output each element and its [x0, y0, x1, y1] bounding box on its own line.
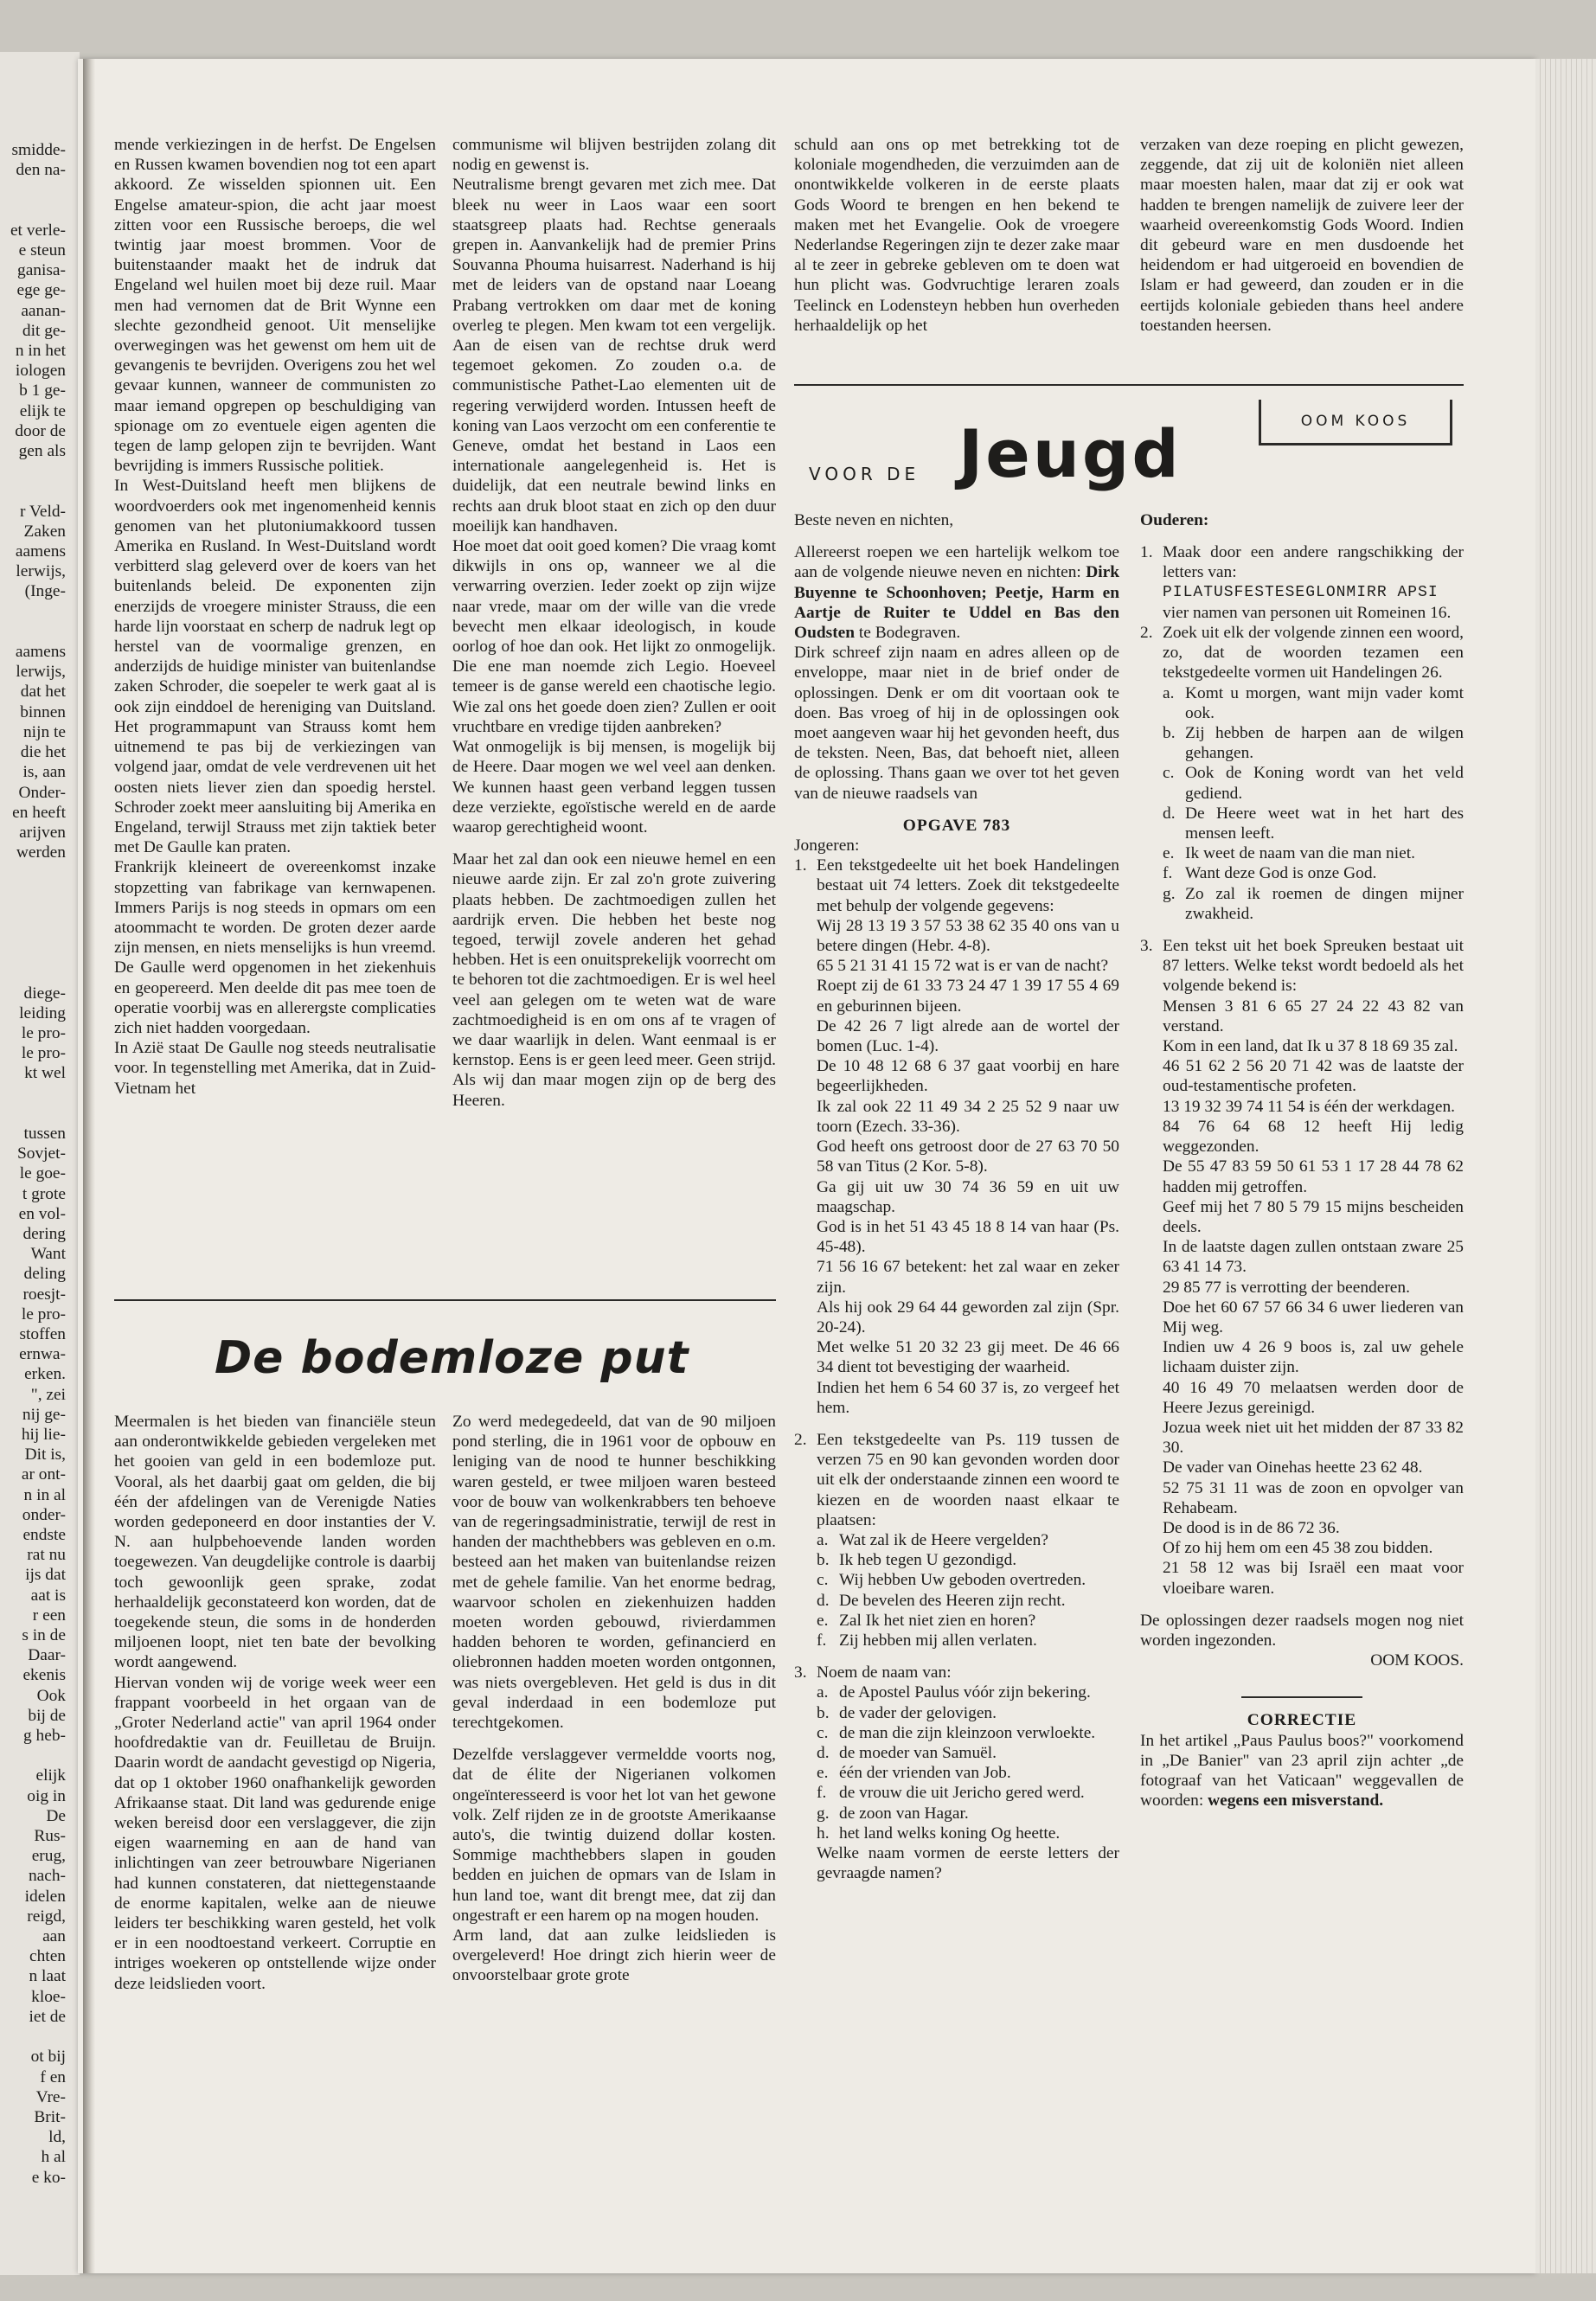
previous-page-fragment: dering [22, 1224, 66, 1243]
previous-page-fragment: ekenis [22, 1666, 66, 1685]
option-text: Ik heb tegen U gezondigd. [839, 1551, 1017, 1570]
previous-page-fragment: ganisa- [17, 261, 66, 280]
option-letter: d. [817, 1591, 830, 1610]
previous-page-fragment: s in de [22, 1626, 66, 1645]
puzzle-intro: Maak door een andere rangschikking der letters van: [1163, 543, 1464, 582]
previous-page-fragment: n laat [29, 1967, 66, 1986]
jongeren-label: Jongeren: [794, 836, 860, 856]
previous-page-fragment: g heb- [23, 1727, 66, 1746]
jeugd-prefix: VOOR DE [809, 464, 920, 484]
paragraph: Zo werd medegedeeld, dat van de 90 miljoen pond sterling, die in 1961 voor de opbouw en leniging van de nood te hunner beschikking waren gesteld, er twee miljoen waren besteed voor de bouw van wolkenkrabbers ten behoeve van de regeringsadministratie, terwijl de rest in handen der machthebbers was gebleven en o.m. besteed aan het maken van buitenlandse reizen met de gehele familie. Van het enorme bedrag, waarvoor scholen en ziekenhuizen hadden moeten worden gebouwd, rivierdammen hadden behoren te worden, gefinancierd en oliebronnen hadden moeten worden ontgonnen, was niets overgebleven. Het geld is dus in dit geval inderdaad in een bodemloze put terechtgekomen. [452, 1413, 776, 1733]
option-text: De bevelen des Heeren zijn recht. [839, 1591, 1066, 1610]
paragraph: Wat onmogelijk is bij mensen, is mogelijk bij de Heere. Daar mogen we wel veel aan denken. We kunnen haast geen verband leggen tussen deze verziekte, egoïstische wereld en de aarde waarop gerechtigheid woont. [452, 738, 776, 836]
previous-page-fragment: diege- [23, 984, 66, 1003]
paragraph: Frankrijk kleineert de overeenkomst inzake stopzetting van fabrikage van kernwapenen. Immers Parijs is nog steeds in opmars om een atoommacht te worden. De groten dezer aarde zijn mensen, en niets menselijks is hun vreemd. De Gaulle werd opgenomen in het ziekenhuis en geopereerd. Men deelde dit pas mee toen de operatie voorbij was en allerergste complicaties zich niet hadden voorgedaan. [114, 858, 436, 1037]
previous-page-fragment: nij ge- [22, 1405, 66, 1424]
previous-page-fragment: b 1 ge- [19, 381, 66, 401]
previous-page-fragment: e ko- [31, 2168, 66, 2187]
previous-page-fragment: erken. [24, 1365, 66, 1384]
option-item [1140, 723, 1464, 763]
previous-page-fragment: le pro- [21, 1044, 66, 1063]
puzzle-intro: Een tekstgedeelte uit het boek Handelingen bestaat uit 74 letters. Zoek dit tekstgedeelte met behulp der volgende gegevens: [817, 856, 1119, 915]
option-text: Want deze God is onze God. [1185, 864, 1377, 883]
previous-page-fragment [3, 903, 66, 923]
previous-page-fragment: den na- [16, 161, 66, 180]
clue-line: 84 76 64 68 12 heeft Hij ledig weggezonden. [1163, 1117, 1464, 1157]
article-title-bodemloze-put: De bodemloze put [215, 1332, 689, 1384]
clue-line: 13 19 32 39 74 11 54 is één der werkdagen. [1163, 1097, 1456, 1116]
clue-line: 65 5 21 31 41 15 72 wat is er van de nacht? [817, 957, 1109, 976]
paragraph: verzaken van deze roeping en plicht gewezen, zeggende, dat zij uit de koloniën niet alleen maar moesten halen, maar dat zij er ook wat hadden te brengen namelijk de zuivere leer der waarheid overeenkomstig Gods Woord. Indien dit gebeurd ware en men dusdoende het heidendom er had uitgeroeid en bovendien de Islam er had geweerd, dan zouden er in die eertijds koloniale gebieden thans heel andere toestanden heersen. [1140, 136, 1464, 335]
option-item [794, 1530, 1119, 1550]
previous-page-fragment: werden [16, 843, 66, 862]
option-item [794, 1723, 1119, 1743]
previous-page-fragment: aamens [15, 643, 66, 662]
previous-page-fragment: door de [15, 421, 66, 440]
previous-page-fragment: r Veld- [20, 502, 66, 521]
previous-page-fragment: bij de [28, 1706, 66, 1725]
opgave-heading: OPGAVE 783 [902, 816, 1011, 835]
previous-page-fragment [3, 923, 66, 943]
clue-line: 46 51 62 2 56 20 71 42 was de laatste der oud-testamentische profeten. [1163, 1057, 1464, 1096]
closing-note: De oplossingen dezer raadsels mogen nog niet worden ingezonden. [1140, 1611, 1464, 1650]
previous-page-fragment: ege ge- [16, 281, 66, 300]
previous-page-fragment [3, 1084, 66, 1104]
previous-page-fragment: Sovjet- [16, 1144, 66, 1163]
option-text: Wat zal ik de Heere vergelden? [839, 1530, 1048, 1549]
option-letter: f. [817, 1631, 827, 1650]
previous-page-fragment: ot bij [30, 2048, 66, 2067]
previous-page-fragment: Want [30, 1245, 66, 1264]
option-letter: h. [817, 1823, 830, 1843]
previous-page-fragment: nijn te [22, 722, 66, 741]
page-gutter [83, 59, 95, 2273]
option-letter: d. [1163, 804, 1176, 823]
previous-page-fragment: tussen [23, 1124, 66, 1143]
clue-line: De dood is in de 86 72 36. [1163, 1518, 1340, 1537]
previous-page-fragment: kt wel [24, 1064, 66, 1083]
clue-line: 29 85 77 is verrotting der beenderen. [1163, 1278, 1410, 1297]
clue-line: De vader van Oinehas heette 23 62 48. [1163, 1458, 1423, 1477]
previous-page-fragment: aan [42, 1927, 66, 1946]
previous-page-fragment: endste [22, 1526, 66, 1545]
puzzle-outro: vier namen van personen uit Romeinen 16. [1163, 603, 1452, 622]
previous-page-fragment: h al [41, 2148, 66, 2167]
previous-page-fragment: n in het [15, 342, 66, 361]
previous-page-fragment: gen als [18, 442, 66, 461]
page-edge-stack [1535, 59, 1596, 2273]
previous-page-fragment: f en [40, 2067, 66, 2086]
previous-page-fragment: en heeft [12, 803, 66, 822]
option-item [794, 1804, 1119, 1823]
option-item [794, 1550, 1119, 1570]
option-text: de moeder van Samuël. [839, 1743, 997, 1762]
previous-page-fragment: r een [32, 1606, 66, 1625]
option-item [794, 1631, 1119, 1650]
clue-line: 40 16 49 70 melaatsen werden door de Heere Jezus gereinigd. [1163, 1378, 1464, 1417]
previous-page-fragment: elijk te [19, 401, 66, 420]
puzzle-options [1140, 683, 1464, 924]
welcome-text: Allereerst roepen we een hartelijk welkom toe aan de volgende nieuwe neven en nichten: [794, 543, 1119, 582]
previous-page-fragment: dat het [20, 683, 66, 702]
option-letter: a. [817, 1683, 829, 1702]
option-text: Ook de Koning wordt van het veld gediend. [1185, 764, 1464, 803]
puzzle-item: 2. Een tekstgedeelte van Ps. 119 tussen de verzen 75 en 90 kan gevonden worden door uit elk der onderstaande zinnen een woord te kiezen en de woorden naast elkaar te plaatsen: [794, 1430, 1119, 1529]
column-4-article [1140, 135, 1464, 336]
previous-page-fragment: t grote [22, 1184, 66, 1203]
previous-page-fragment: Brit- [34, 2107, 66, 2126]
option-item [1140, 683, 1464, 723]
puzzle-item: 1. Een tekstgedeelte uit het boek Handelingen bestaat uit 74 letters. Zoek dit tekstgedeelte met behulp der volgende gegevens: Wij 28 13 19 3 57 53 38 62 35 40 ons van u betere dingen (Hebr. 4-8). 65 5 21 31 41 15 72 wat is er van de nacht? Roept zij de 61 33 73 24 47 1 39 17 55 4 69 en geburinnen bijeen. De 42 26 7 ligt alrede aan de wortel der bomen (Luc. 1-4). De 10 48 12 68 6 37 gaat voorbij en hare begeerlijkheden. Ik zal ook 22 11 49 34 2 25 52 9 naar uw toorn (Ezech. 33-36). God heeft ons getroost door de 27 63 70 50 58 van Titus (2 Kor. 5-8). Ga gij uit uw 30 74 36 59 en uit uw maagschap. God is in het 51 43 45 18 8 14 van haar (Ps. 45-48). 71 56 16 67 betekent: het zal waar en zeker zijn. Als hij ook 29 64 44 geworden zal zijn (Spr. 20-24). Met welke 51 20 32 23 gij meet. De 46 66 34 dient tot bevestiging der waarheid. Indien het hem 6 54 60 37 is, zo vergeef het hem. [794, 856, 1119, 1417]
clue-line: De 42 26 7 ligt alrede aan de wortel der bomen (Luc. 1-4). [817, 1016, 1119, 1056]
previous-page-fragment: aamens [15, 542, 66, 561]
option-text: Zo zal ik roemen de dingen mijner zwakheid. [1185, 884, 1464, 923]
previous-page-fragment: arijven [19, 823, 66, 842]
previous-page-fragment: oig in [27, 1786, 66, 1805]
previous-page-fragment [3, 481, 66, 501]
clue-line: Geef mij het 7 80 5 79 15 mijns bescheiden deels. [1163, 1197, 1464, 1236]
previous-page-fragment: leiding [19, 1003, 66, 1022]
section-divider [794, 384, 1464, 386]
previous-page-fragment: nach- [28, 1867, 66, 1886]
option-text: de vader der gelovigen. [839, 1703, 997, 1722]
option-item [1140, 863, 1464, 883]
previous-page-fragment [3, 180, 66, 200]
paragraph: schuld aan ons op met betrekking tot de koloniale mogendheden, die verzuimden aan de onontwikkelde volkeren in de eerste plaats Gods Woord te brengen en hen bekend te maken met het Evangelie. Ook de vroegere Nederlandse Regeringen zijn te dezer zake maar al te zeer in gebreke gebleven om te doen wat hun plicht was. Godvruchtige leraren zoals Teelinck en Lodensteyn hebben hun overheden herhaaldelijk op het [794, 136, 1119, 335]
paragraph: Arm land, dat aan zulke leidslieden is overgeleverd! Hoe dringt zich hierin weer de onvoorstelbaar grote grote [452, 1926, 776, 1985]
previous-page-fragment: onder- [22, 1505, 66, 1524]
previous-page-fragment: stoffen [19, 1324, 66, 1343]
option-item [794, 1783, 1119, 1803]
clue-line: 21 58 12 was bij Israël een maat voor vloeibare waren. [1163, 1559, 1464, 1598]
option-text: de vrouw die uit Jericho gered werd. [839, 1784, 1085, 1803]
paragraph: In West-Duitsland heeft men blijkens de woordvoerders ook met ingenomenheid kennis genomen van het plutoniumakkoord tussen Amerika en Rusland. In West-Duitsland wordt verbitterd slag geleverd over de koers van het buitenlands beleid. De exponenten zijn enerzijds de vroegere minister Strauss, die een harde lijn voorstaat en scherp de nadruk legt op herstel van de voormalige grenzen, en anderzijds de huidige minister van buitenlandse zaken Schroder, die soepeler te werk gaat al is ook zijn einddoel de hereniging van Duitsland. Het programmapunt van Strauss komt hem uitnemend te pas bij de verkiezingen van volgend jaar, omdat de vele verdrevenen uit het oosten niets liever zien dan spoedig herstel. Schroder zoekt meer aansluiting bij Amerika en Engeland, terwijl Strauss met zijn taktiek beter met De Gaulle kan praten. [114, 477, 436, 857]
previous-page-fragment: en vol- [18, 1204, 66, 1223]
previous-page-fragment: iologen [15, 362, 66, 381]
puzzle-intro: Een tekstgedeelte van Ps. 119 tussen de verzen 75 en 90 kan gevonden worden door uit elk der onderstaande zinnen een woord te kiezen en de woorden naast elkaar te plaatsen: [817, 1430, 1119, 1529]
column-1-article [114, 135, 436, 1099]
jeugd-column-1 [794, 510, 1119, 1883]
clue-line: God heeft ons getroost door de 27 63 70 50 58 van Titus (2 Kor. 5-8). [817, 1138, 1119, 1176]
option-text: Komt u morgen, want mijn vader komt ook. [1185, 683, 1464, 722]
option-letter: b. [817, 1551, 830, 1570]
previous-page-fragment: Onder- [18, 783, 66, 802]
option-letter: a. [817, 1530, 829, 1549]
column-3-article [794, 135, 1119, 336]
previous-page-fragment: smidde- [11, 141, 66, 159]
option-letter: b. [817, 1703, 830, 1722]
clue-line: Doe het 60 67 57 66 34 6 uwer liederen van Mij weg. [1163, 1298, 1464, 1336]
author-tag [1259, 400, 1452, 445]
option-letter: f. [817, 1784, 827, 1803]
clue-line: In de laatste dagen zullen ontstaan zware 25 63 41 14 73. [1163, 1238, 1464, 1277]
option-item [794, 1763, 1119, 1783]
author-tag-text: OOM KOOS [1300, 413, 1411, 430]
option-text: Ik weet de naam van die man niet. [1185, 844, 1415, 863]
previous-page-fragment: roesjt- [22, 1285, 66, 1304]
clue-line: Ga gij uit uw 30 74 36 59 en uit uw maagschap. [817, 1177, 1119, 1216]
letters: PILATUSFESTESEGLONMIRR APSI [1163, 583, 1439, 601]
clue-line: Als hij ook 29 64 44 geworden zal zijn (Spr. 20-24). [817, 1298, 1119, 1336]
option-letter: a. [1163, 683, 1175, 702]
column-2-article [452, 135, 776, 1111]
option-item [794, 1570, 1119, 1590]
previous-page-fragment: ar ont- [21, 1465, 66, 1484]
option-item [1140, 763, 1464, 803]
jeugd-title: Jeugd [958, 415, 1182, 492]
puzzle-item: 2. Zoek uit elk der volgende zinnen een woord, zo, dat de woorden tezamen een tekstgedeelte vormen uit Handelingen 26. [1140, 624, 1464, 683]
clue-line: Ik zal ook 22 11 49 34 2 25 52 9 naar uw toorn (Ezech. 33-36). [817, 1097, 1119, 1136]
paragraph: Neutralisme brengt gevaren met zich mee. Dat bleek nu weer in Laos waar een soort staatsgreep plaats had. Rechtse generaals grepen in. Aanvankelijk had de premier Prins Souvanna Phouma huisarrest. Naderhand is hij met de leiders van de opstand naar Loeang Prabang vertrokken om daar met de koning overleg te plegen. Men kwam tot een vergelijk. Aan de eisen van de rechtse druk werd tegemoet gekomen. Zo zouden o.a. de communistische Pathet-Lao elementen uit de regering verwijderd worden. Intussen heeft de koning van Laos verzocht om een conferentie te Geneve, omdat het bestand in Laos een internationale aangelegenheid is. Het is duidelijk, dat een neutrale bewind links en rechts aan druk bloot staat en zich op den duur moeilijk kan handhaven. [452, 176, 776, 535]
previous-page-fragment: chten [29, 1947, 66, 1966]
puzzle-clues [1163, 997, 1464, 1599]
puzzle-item: 3. Noem de naam van: [794, 1663, 1119, 1682]
previous-page-fragment [3, 963, 66, 983]
clue-line: Mensen 3 81 6 65 27 24 22 43 82 van verstand. [1163, 997, 1464, 1035]
option-letter: e. [817, 1611, 829, 1630]
previous-page-fragment [3, 602, 66, 622]
previous-page-fragment: hij lie- [21, 1426, 66, 1444]
previous-page-fragment: lerwijs, [16, 663, 66, 682]
option-text: De Heere weet wat in het hart des mensen leeft. [1185, 804, 1464, 843]
clue-line: Jozua week niet uit het midden der 87 33 82 30. [1163, 1418, 1464, 1458]
option-letter: e. [1163, 844, 1175, 863]
previous-page-text [3, 140, 78, 2188]
option-item [1140, 884, 1464, 924]
previous-page-fragment: et verle- [10, 221, 66, 240]
puzzle-outro: Welke naam vormen de eerste letters der gevraagde namen? [817, 1844, 1119, 1883]
previous-page-fragment [3, 622, 66, 642]
previous-page-fragment: erug, [31, 1847, 66, 1866]
paragraph: Dezelfde verslaggever vermeldde voorts nog, dat de élite der Nigerianen volkomen ongeïnteresseerd is voor het lot van het gewone volk. Zelf rijden ze in de grootste Amerikaanse auto's, die twintig duizend dollar kosten. Sommige machthebbers slapen in gouden bedden en juichen de opmars van de Islam in hun land toe, want dit brengt mee, dat zij dan ongestraft er een harem op na mogen houden. [452, 1746, 776, 1925]
clue-line: Indien het hem 6 54 60 37 is, zo vergeef het hem. [817, 1378, 1119, 1417]
clue-line: 71 56 16 67 betekent: het zal waar en zeker zijn. [817, 1258, 1119, 1297]
clue-line: God is in het 51 43 45 18 8 14 van haar (Ps. 45-48). [817, 1217, 1119, 1257]
option-item [794, 1743, 1119, 1763]
bodemloze-put-column-1 [114, 1412, 436, 1994]
correctie-text: In het artikel „Paus Paulus boos?" voorkomend in „De Banier" van 23 april zijn achter „de fotograaf van het Vaticaan" weggevallen de woorden: wegens een misverstand. [1140, 1731, 1464, 1811]
option-text: Zal Ik het niet zien en horen? [839, 1611, 1036, 1630]
option-letter: d. [817, 1743, 830, 1762]
previous-page-fragment: idelen [24, 1887, 66, 1906]
previous-page-fragment: Ook [36, 1686, 66, 1705]
option-text: één der vrienden van Job. [839, 1764, 1011, 1783]
previous-page-fragment [3, 862, 66, 882]
previous-page-fragment: reigd, [27, 1907, 66, 1926]
previous-page-fragment: die het [20, 743, 66, 762]
new-names: Dirk Buyenne te Schoonhoven; Peetje, Harm en Aartje de Ruiter te Uddel en Bas den Oudsten [794, 563, 1119, 643]
previous-page-fragment: Rus- [34, 1827, 66, 1846]
clue-line: De 10 48 12 68 6 37 gaat voorbij en hare begeerlijkheden. [817, 1057, 1119, 1096]
previous-page-fragment: lerwijs, [16, 562, 66, 581]
previous-page-fragment: deling [23, 1265, 66, 1284]
previous-page-fragment: Vre- [35, 2087, 66, 2106]
paragraph: In Azië staat De Gaulle nog steeds neutralisatie voor. In tegenstelling met Amerika, dat in Zuid-Vietnam het [114, 1039, 436, 1098]
previous-page-fragment: ", zei [30, 1385, 66, 1404]
paragraph: Hiervan vonden wij de vorige week weer een frappant voorbeeld in het orgaan van de „Groter Nederland actie" van april 1964 onder hoofdredaktie van dr. Feuilletau de Bruijn. Daarin wordt de aandacht gevestigd op Nigeria, dat op 1 oktober 1960 onafhankelijk geworden Afrikaanse staat. Dit land was gedurende enige weken bereisd door een verslaggever, die zijn eigen waarneming en aan de hand van inlichtingen van zeer betrouwbare Nigerianen had kunnen constateren, dat niettegenstaande de enorme kapitalen, welke aan de nieuwe leiders ter beschikking waren gesteld, het volk er in een noodtoestand verkeert. Corruptie en intriges woekeren op ontstellende wijze onder deze leidslieden voort. [114, 1673, 436, 1993]
previous-page-fragment: De [46, 1806, 66, 1825]
puzzle-intro: Noem de naam van: [817, 1663, 952, 1682]
divider [1241, 1696, 1362, 1698]
previous-page-fragment [3, 1746, 66, 1766]
puzzle-options [794, 1530, 1119, 1650]
option-letter: f. [1163, 864, 1173, 883]
previous-page-fragment [3, 883, 66, 903]
option-letter: e. [817, 1764, 829, 1783]
previous-page-fragment: binnen [20, 702, 66, 721]
previous-page-fragment: rat nu [27, 1546, 66, 1565]
previous-page-fragment: Daar- [28, 1646, 66, 1665]
option-item [1140, 843, 1464, 863]
previous-page-fragment: aanan- [21, 301, 66, 320]
previous-page-fragment: dit ge- [22, 321, 66, 340]
previous-page-fragment: kloe- [31, 1987, 66, 2006]
previous-page-fragment: iet de [29, 2007, 66, 2026]
clue-line: Roept zij de 61 33 73 24 47 1 39 17 55 4 69 en geburinnen bijeen. [817, 977, 1119, 1016]
option-text: Zij hebben de harpen aan de wilgen gehangen. [1185, 724, 1464, 763]
paragraph: mende verkiezingen in de herfst. De Engelsen en Russen kwamen bovendien nog tot een apart akkoord. Ze wisselden spionnen uit. Een Engelse amateur-spion, die acht jaar moest zitten voor een Russische beroeps, die wel twintig jaar moest brommen. Voor de buitenstaander maakt het de indruk dat Engeland wel huilen moet bij deze ruil. Maar men had vernomen dat de Brit Wynne een slechte gezondheid genoot. Uit menselijke overwegingen was het gewenst om hem uit de gevangenis te bevrijden. Overigens zou het wel gevaar kunnen, wanneer de communisten zo maar iemand opgrepen op beschuldiging van spionage om zo eventuele eigen agenten die tegen de lamp gelopen zijn te bevrijden. Want bevrijding is immers Russische politiek. [114, 136, 436, 476]
clue-line: Indien uw 4 26 9 boos is, zal uw gehele lichaam duister zijn. [1163, 1338, 1464, 1377]
option-letter: c. [817, 1723, 829, 1742]
clue-line: Of zo hij hem om een 45 38 zou bidden. [1163, 1539, 1433, 1558]
puzzle-intro: Een tekst uit het boek Spreuken bestaat uit 87 letters. Welke tekst wordt bedoeld als het volgende bekend is: [1163, 937, 1464, 996]
option-item [794, 1703, 1119, 1723]
previous-page-fragment: le goe- [19, 1164, 66, 1183]
previous-page-fragment: elijk [35, 1766, 66, 1785]
option-letter: c. [1163, 764, 1175, 783]
option-letter: g. [817, 1804, 830, 1823]
paragraph [794, 542, 1119, 643]
previous-page-fragment [3, 2027, 66, 2047]
previous-page-fragment [3, 943, 66, 963]
option-text: het land welks koning Og heette. [839, 1823, 1061, 1843]
section-divider [114, 1299, 776, 1301]
clue-line: Wij 28 13 19 3 57 53 38 62 35 40 ons van u betere dingen (Hebr. 4-8). [817, 916, 1119, 956]
previous-page-fragment [3, 1104, 66, 1124]
paragraph: Meermalen is het bieden van financiële steun aan onderontwikkelde gebieden vergeleken met het gooien van geld in een bodemloze put. Vooral, als het daarbij gaat om gelden, die bij één der afdelingen van de Verenigde Naties worden gedeponeerd en door instanties der V. N. aan hulpbehoevende landen worden toegewezen. Van deugdelijke controle is daarbij toch gewoonlijk geen sprake, zodat herhaaldelijk geconstateerd kon worden, dat de toegekende steun, die soms in de honderden miljoenen loopt, niet ten bate der bevolking wordt aangewend. [114, 1413, 436, 1672]
previous-page-fragment: ld, [48, 2128, 66, 2147]
previous-page-fragment: e steun [18, 241, 66, 260]
puzzle-intro: Zoek uit elk der volgende zinnen een woord, zo, dat de woorden tezamen een tekstgedeelte vormen uit Handelingen 26. [1163, 624, 1464, 683]
signature: OOM KOOS. [1370, 1651, 1464, 1670]
clue-line: Met welke 51 20 32 23 gij meet. De 46 66 34 dient tot bevestiging der waarheid. [817, 1338, 1119, 1377]
puzzle-options [794, 1682, 1119, 1843]
puzzle-item: 1. Maak door een andere rangschikking der letters van: PILATUSFESTESEGLONMIRR APSI vier namen van personen uit Romeinen 16. [1140, 543, 1464, 622]
previous-page-fragment: le pro- [21, 1023, 66, 1042]
clue-line: Kom in een land, dat Ik u 37 8 18 69 35 zal. [1163, 1037, 1458, 1056]
previous-page-fragment [3, 201, 66, 221]
option-text: Zij hebben mij allen verlaten. [839, 1631, 1037, 1650]
option-text: de zoon van Hagar. [839, 1804, 969, 1823]
option-item [794, 1682, 1119, 1702]
option-item [794, 1591, 1119, 1611]
option-item [794, 1823, 1119, 1843]
paragraph: Maar het zal dan ook een nieuwe hemel en een nieuwe aarde zijn. Er zal zo'n grote zuivering plaats hebben. De zachtmoedigen zullen het aardrijk erven. Die hebben het beste nog tegoed, terwijl zovele anderen het gehad hebben. Het is een onuitsprekelijk voorrecht om te behoren tot die zachtmoedigen. Er is wel heel veel aan gelegen om te weten wat de ware zachtmoedigheid is en om ons af te vragen of we daar waarlijk in delen. Want eenmaal is er kernstop. Eens is er geen leed meer. Geen strijd. Als wij dan maar mogen zijn op de berg des Heeren. [452, 850, 776, 1110]
option-item [1140, 804, 1464, 843]
clue-line: 52 75 31 11 was de zoon en opvolger van Rehabeam. [1163, 1478, 1464, 1517]
previous-page-fragment: n in al [23, 1485, 66, 1504]
previous-page-fragment: aat is [30, 1586, 66, 1605]
previous-page-fragment: (Inge- [24, 582, 66, 601]
puzzle-clues [817, 916, 1119, 1418]
option-item [794, 1611, 1119, 1631]
paragraph: Dirk schreef zijn naam en adres alleen op de enveloppe, maar niet in de brief onder de oplossingen. Denk er om dit voortaan ook te doen. Bas vroeg of hij in de oplossingen ook moet aangeven waar hij het gevonden heeft, dus de teksten. Neen, Bas, dat behoeft niet, alleen de oplossing. Thans gaan we over tot het geven van de nieuwe raadsels van [794, 644, 1119, 803]
paragraph: communisme wil blijven bestrijden zolang dit nodig en gewenst is. [452, 136, 776, 175]
previous-page-fragment: ijs dat [25, 1566, 66, 1585]
option-text: Wij hebben Uw geboden overtreden. [839, 1571, 1086, 1590]
paragraph: Hoe moet dat ooit goed komen? Die vraag komt dikwijls in ons op, wanneer we al die verwarring overzien. Ieder zoekt op zijn wijze naar vrede, maar om der wille van die vrede bevecht men elkaar ideologisch, in koude oorlog of hoe dan ook. Het lijkt zo onmogelijk. Die ene man noemde zich Legio. Hoeveel temeer is de ganse wereld een chaotische legio. Wie zal ons het goede doen zien? Zullen er ooit vruchtbare en vredige tijden aanbreken? [452, 537, 776, 736]
option-letter: b. [1163, 724, 1176, 743]
previous-page-fragment: le pro- [21, 1304, 66, 1324]
previous-page-fragment: ernwa- [19, 1345, 66, 1364]
greeting: Beste neven en nichten, [794, 511, 954, 529]
option-letter: c. [817, 1571, 829, 1590]
previous-page-fragment: Zaken [23, 522, 66, 541]
previous-page-fragment: is, aan [22, 763, 66, 782]
correctie-heading: CORRECTIE [1247, 1711, 1357, 1730]
puzzle-item: 3. Een tekst uit het boek Spreuken bestaat uit 87 letters. Welke tekst wordt bedoeld als het volgende bekend is: Mensen 3 81 6 65 27 24 22 43 82 van verstand. Kom in een land, dat Ik u 37 8 18 69 35 zal. 46 51 62 2 56 20 71 42 was de laatste der oud-testamentische profeten. 13 19 32 39 74 11 54 is één der werkdagen. 84 76 64 68 12 heeft Hij ledig weggezonden. De 55 47 83 59 50 61 53 1 17 28 44 78 62 hadden mij getroffen. Geef mij het 7 80 5 79 15 mijns bescheiden deels. In de laatste dagen zullen ontstaan zware 25 63 41 14 73. 29 85 77 is verrotting der beenderen. Doe het 60 67 57 66 34 6 uwer liederen van Mij weg. Indien uw 4 26 9 boos is, zal uw gehele lichaam duister zijn. 40 16 49 70 melaatsen werden door de Heere Jezus gereinigd. Jozua week niet uit het midden der 87 33 82 30. De vader van Oinehas heette 23 62 48. 52 75 31 11 was de zoon en opvolger van Rehabeam. De dood is in de 86 72 36. Of zo hij hem om een 45 38 zou bidden. 21 58 12 was bij Israël een maat voor vloeibare waren. [1140, 937, 1464, 1598]
bodemloze-put-column-2 [452, 1412, 776, 1986]
ouderen-label: Ouderen: [1140, 511, 1209, 529]
clue-line: De 55 47 83 59 50 61 53 1 17 28 44 78 62 hadden mij getroffen. [1163, 1157, 1464, 1196]
option-text: de Apostel Paulus vóór zijn bekering. [839, 1683, 1091, 1702]
option-text: de man die zijn kleinzoon verwloekte. [839, 1723, 1096, 1742]
previous-page-fragment: Dit is, [24, 1445, 66, 1465]
option-letter: g. [1163, 884, 1176, 903]
jeugd-column-2 [1140, 510, 1464, 1811]
previous-page-fragment [3, 461, 66, 481]
welcome-text-end: te Bodegraven. [855, 624, 961, 643]
